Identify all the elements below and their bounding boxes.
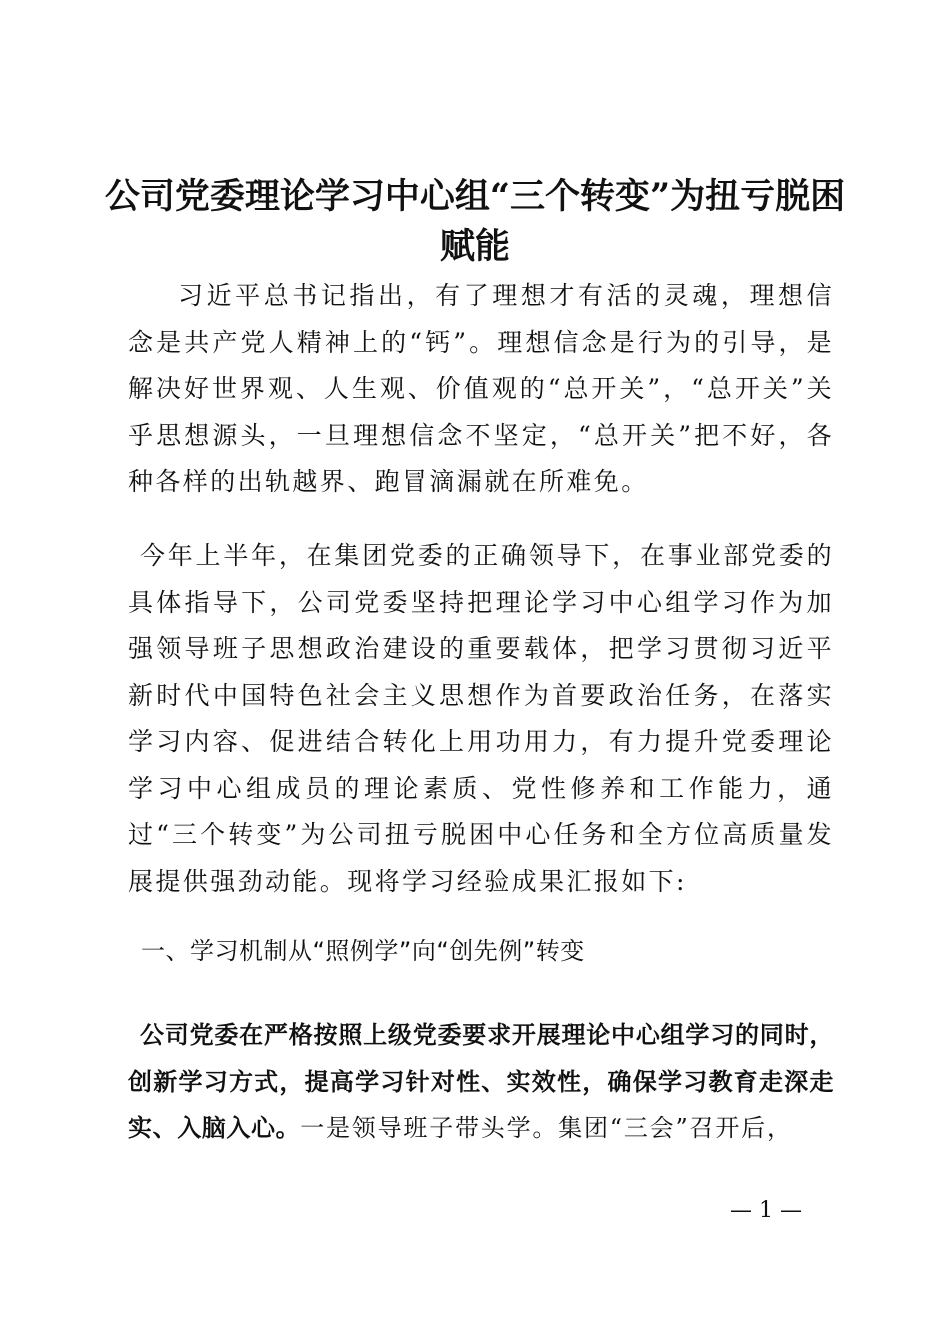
document-title: 公司党委理论学习中心组“三个转变”为扭亏脱困赋能 [104, 176, 846, 267]
paragraph-summary: 今年上半年，在集团党委的正确领导下，在事业部党委的具体指导下，公司党委坚持把理论学习中心组学习作为加强领导班子思想政治建设的重要载体，把学习贯彻习近平新时代中国特色社会主义思想作为首要政治任务，在落实学习内容、促进结合转化上用功用力，有力提升党委理论学习中心组成员的理论素质、党性修养和工作能力，通过“三个转变”为公司扭亏脱困中心任务和全方位高质量发展提供强劲动能。现将学习经验成果汇报如下: [128, 541, 834, 896]
section-paragraph [128, 1012, 834, 1152]
page-number: — 1 — [730, 1198, 802, 1223]
paragraph-intro: 习近平总书记指出，有了理想才有活的灵魂，理想信念是共产党人精神上的“钙”。理想信念是行为的引导，是解决好世界观、人生观、价值观的“总开关”，“总开关”关乎思想源头，一旦理想信念不坚定，“总开关”把不好，各种各样的出轨越界、跑冒滴漏就在所难免。 [128, 281, 834, 496]
section-paragraph-continuation: 一是领导班子带头学。集团“三会”召开后， [300, 1114, 793, 1142]
section-heading-1: 一、学习机制从“照例学”向“创先例”转变 [141, 937, 585, 965]
section-paragraph-lead: 公司党委在严格按照上级党委要求开展理论中心组学习的同时，创新学习方式，提高学习针对性、实效性，确保学习教育走深走实、入脑入心。 [128, 1021, 834, 1142]
